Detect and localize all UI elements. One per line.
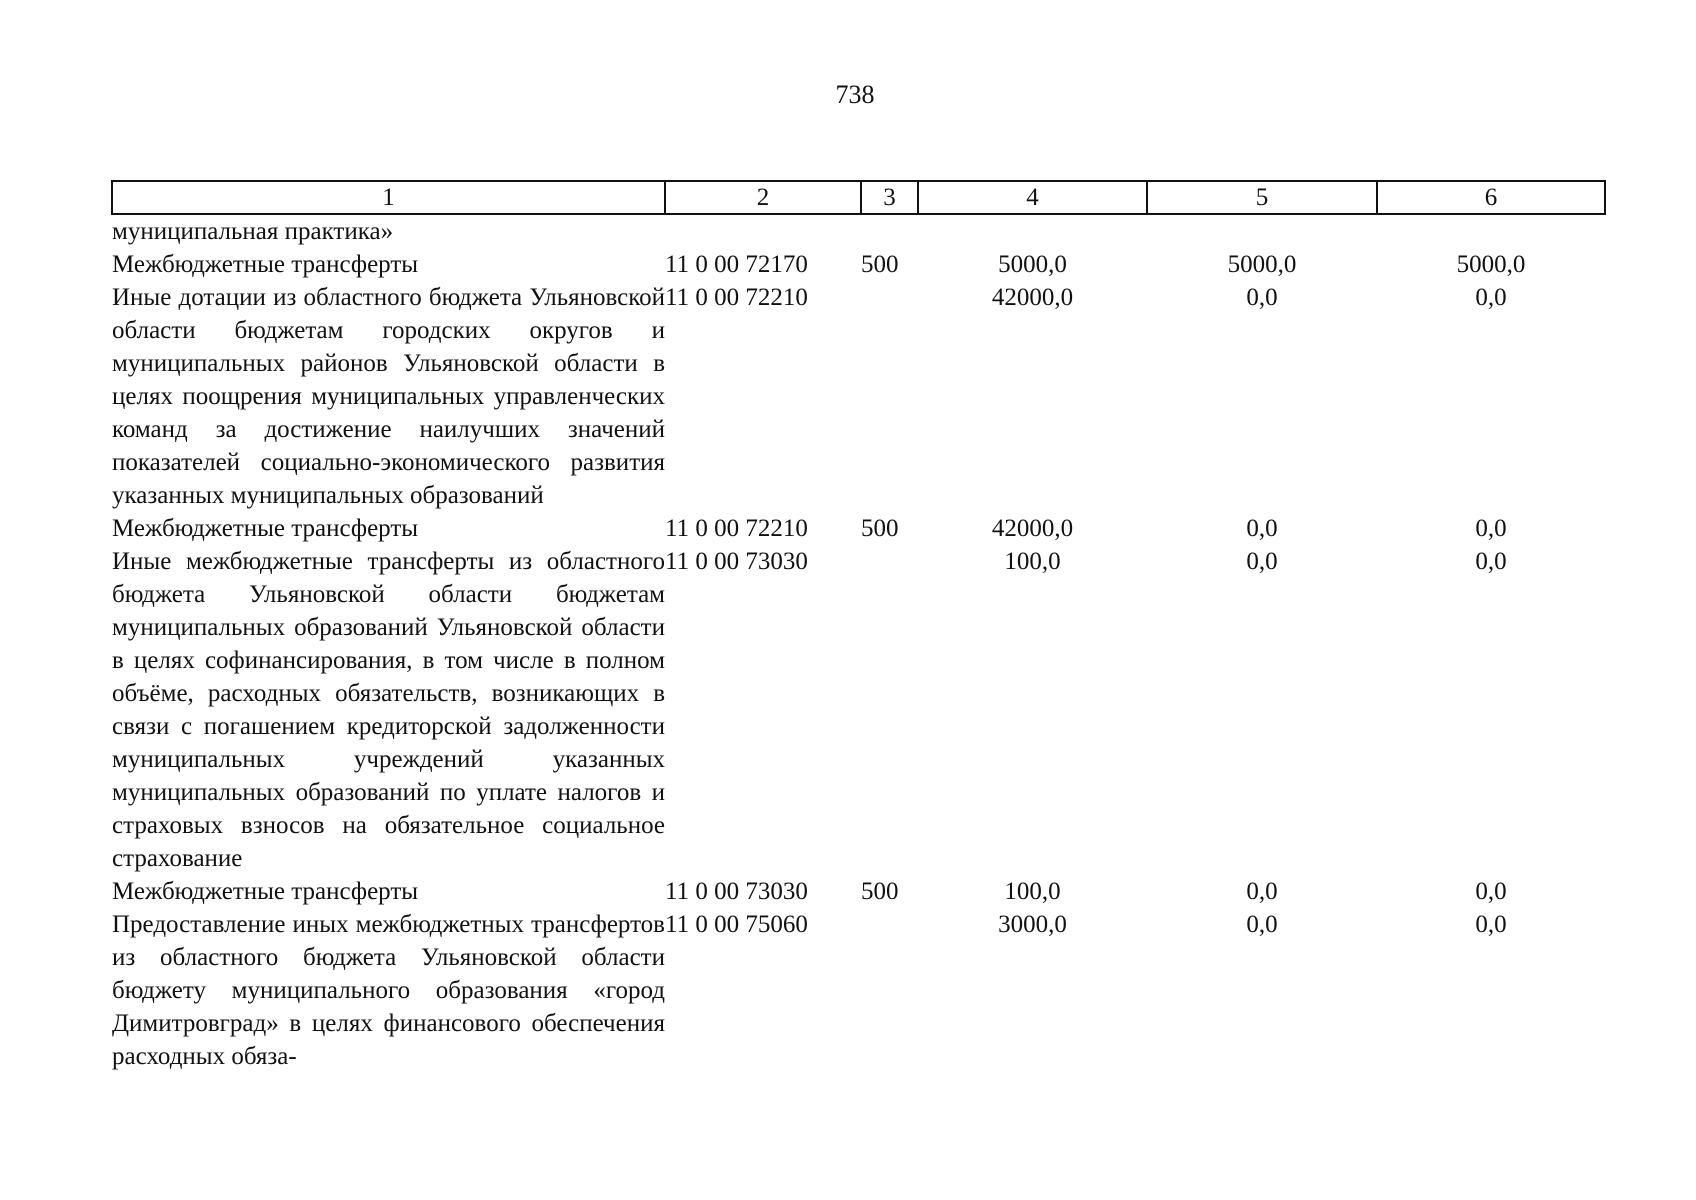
header-col-6: 6: [1377, 181, 1605, 214]
row-expense-type: [861, 281, 918, 512]
table-row: [112, 248, 1605, 281]
row-name: муниципальная практика»: [112, 218, 394, 245]
row-name: Межбюджетные трансферты: [112, 515, 419, 542]
header-col-4: 4: [918, 181, 1147, 214]
row-amount-4: 3000,0: [998, 911, 1067, 938]
row-amount-6: [1377, 214, 1605, 248]
row-name: Межбюджетные трансферты: [112, 251, 419, 278]
row-target-code: 11 0 00 72210: [665, 515, 808, 542]
row-expense-type: 500: [861, 878, 899, 905]
table-body: [112, 214, 1605, 1073]
row-amount-5: 0,0: [1246, 284, 1278, 311]
row-amount-4: 42000,0: [991, 284, 1074, 311]
row-amount-5: 0,0: [1246, 911, 1278, 938]
row-expense-type: [861, 545, 918, 875]
table-row: [112, 545, 1605, 875]
table-row: [112, 512, 1605, 545]
row-amount-5: 5000,0: [1227, 251, 1297, 278]
row-expense-type: [861, 908, 918, 1073]
header-col-5: 5: [1147, 181, 1377, 214]
header-col-3: 3: [861, 181, 918, 214]
row-amount-5: 0,0: [1246, 515, 1278, 542]
row-expense-type: 500: [861, 515, 899, 542]
row-amount-4: 100,0: [1004, 548, 1061, 575]
row-expense-type: [861, 214, 918, 248]
row-target-code: 11 0 00 75060: [665, 911, 808, 938]
header-row: [112, 181, 1605, 214]
row-amount-5: [1147, 214, 1377, 248]
table-row: [112, 281, 1605, 512]
row-amount-5: 0,0: [1246, 878, 1278, 905]
row-amount-4: 100,0: [1004, 878, 1061, 905]
row-name: Предоставление иных межбюджетных трансфертов из областного бюджета Ульяновской области бюджету муниципального образования «город Димитровград» в целях финансового обеспечения расходных обяза-: [112, 911, 665, 1070]
row-amount-6: 0,0: [1475, 878, 1507, 905]
row-amount-6: 0,0: [1475, 515, 1507, 542]
row-target-code: 11 0 00 72210: [665, 284, 808, 311]
row-amount-4: [918, 214, 1147, 248]
row-amount-6: 0,0: [1475, 548, 1507, 575]
row-expense-type: 500: [861, 251, 899, 278]
row-amount-6: 0,0: [1475, 911, 1507, 938]
row-name: Иные межбюджетные трансферты из областного бюджета Ульяновской области бюджетам муниципальных образований Ульяновской области в целях софинансирования, в том числе в полном объёме, расходных обязательств, возникающих в связи с погашением кредиторской задолженности муниципальных учреждений указанных муниципальных образований по уплате налогов и страховых взносов на обязательное социальное страхование: [112, 548, 665, 872]
table-header: [112, 181, 1605, 214]
row-amount-4: 42000,0: [991, 515, 1074, 542]
header-col-2: 2: [665, 181, 861, 214]
table-row: [112, 908, 1605, 1073]
row-amount-6: 5000,0: [1456, 251, 1526, 278]
row-amount-6: 0,0: [1475, 284, 1507, 311]
row-target-code: [665, 214, 861, 248]
table-row: [112, 875, 1605, 908]
row-name: Иные дотации из областного бюджета Ульяновской области бюджетам городских округов и муниципальных районов Ульяновской области в целях поощрения муниципальных управленческих команд за достижение наилучших значений показателей социально-экономического развития указанных муниципальных образований: [112, 284, 665, 509]
row-name: Межбюджетные трансферты: [112, 878, 419, 905]
table-row: [112, 214, 1605, 248]
header-col-1: 1: [112, 181, 665, 214]
page-number: 738: [835, 80, 875, 109]
row-amount-5: 0,0: [1246, 548, 1278, 575]
row-target-code: 11 0 00 72170: [665, 251, 808, 278]
row-target-code: 11 0 00 73030: [665, 878, 808, 905]
row-amount-4: 5000,0: [998, 251, 1067, 278]
budget-table: [111, 180, 1606, 1073]
row-target-code: 11 0 00 73030: [665, 548, 808, 575]
